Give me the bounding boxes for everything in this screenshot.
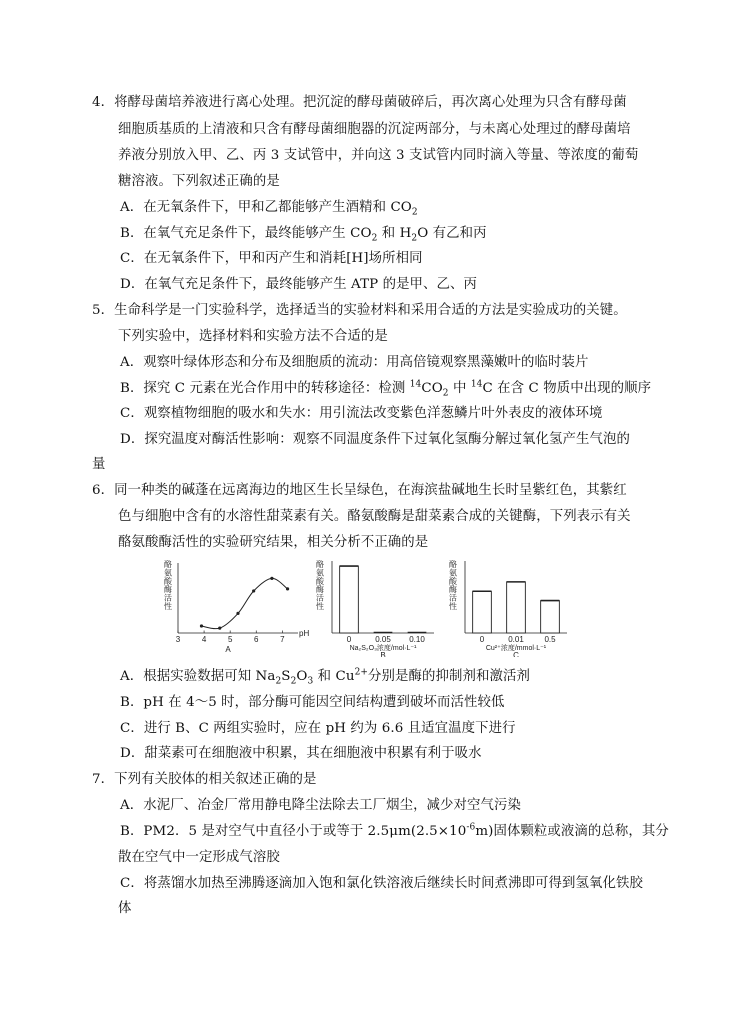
q6-option-a: A．根据实验数据可知 $Na_2S_2O_3$ 和 $Cu^{2+}$分别是酶的抑制剂和激活剂 (120, 667, 530, 687)
chart-a-tick-label: 6 (254, 635, 259, 644)
q6-option-d: D．甜菜素可在细胞液中积累，其在细胞液中积累有利于吸水 (120, 746, 482, 761)
chart-a-point (286, 587, 289, 590)
q6-line-2: 色与细胞中含有的水溶性甜菜素有关。酪氨酸酶是甜菜素合成的关键酶，下列表示有关 (118, 509, 631, 524)
chart-a-tick-label: 5 (227, 635, 233, 644)
chart-c-xlabel: Cu²⁺浓度/mmol·L⁻¹ (485, 645, 547, 652)
q7-option-c-cont: 体 (118, 901, 132, 916)
q5-option-b: B．探究 C 元素在光合作用中的转移途径：检测 $^{14}CO_2$ 中 $^{14}$C 在含 C 物质中出现的顺序 (120, 379, 652, 399)
chart-c-panel-label: C (513, 651, 519, 657)
chart-b-xlabel: Na₂S₂O₃浓度/mol·L⁻¹ (349, 645, 417, 652)
q4-line-4: 糖溶液。下列叙述正确的是 (118, 174, 280, 189)
q5-line-2: 下列实验中，选择材料和实验方法不合适的是 (118, 329, 388, 344)
chart-c-bar (507, 582, 526, 633)
chart-a-tick-label: 4 (201, 635, 207, 644)
q5-option-c: C．观察植物细胞的吸水和失水：用引流法改变紫色洋葱鳞片叶外表皮的液体环境 (120, 406, 603, 421)
q7-option-c: C．将蒸馏水加热至沸腾逐滴加入饱和氯化铁溶液后继续长时间煮沸即可得到氢氧化铁胶 (120, 876, 643, 891)
chart-c-ylabel: 酪氨酸酶活性 (449, 560, 457, 611)
chart-a (160, 557, 310, 661)
chart-a-tick-label: 3 (175, 635, 181, 644)
chart-a-point (270, 577, 273, 580)
chart-b-tick-label: 0.10 (409, 635, 425, 644)
chart-c-tick-label: 0.01 (508, 635, 524, 644)
chart-c-bar (541, 601, 560, 633)
chart-b-panel-label: B (380, 651, 386, 657)
q7-line-1: 7．下列有关胶体的相关叙述正确的是 (92, 772, 317, 787)
chart-b-svg (312, 557, 442, 657)
q4-option-a: A．在无氧条件下，甲和乙都能够产生酒精和 $CO_2$ (120, 200, 418, 218)
q4-option-d: D．在氧气充足条件下，最终能够产生 ATP 的是甲、乙、丙 (120, 277, 478, 292)
q4-line-2: 细胞质基质的上清液和只含有酵母菌细胞器的沉淀两部分，与未离心处理过的酵母菌培 (118, 122, 631, 137)
q4-line-3: 养液分别放入甲、乙、丙 3 支试管中，并向这 3 支试管内同时滴入等量、等浓度的葡萄 (118, 148, 639, 163)
chart-b-tick-label: 0.05 (375, 635, 391, 644)
q4-option-b: B．在氧气充足条件下，最终能够产生 $CO_2$ 和 $H_2O$ 有乙和丙 (120, 226, 487, 244)
chart-a-xlabel: pH (299, 629, 310, 638)
q6-option-b: B．pH 在 4～5 时，部分酶可能因空间结构遭到破坏而活性较低 (120, 695, 505, 710)
q7-option-b: B．PM2．5 是对空气中直径小于或等于 $2.5\mu m(2.5\times 10^{-6}m)$固体颗粒或液滴的总称，其分 (120, 822, 669, 839)
chart-a-series-line (201, 578, 287, 628)
chart-a-point (218, 627, 221, 630)
q5-option-a: A．观察叶绿体形态和分布及细胞质的流动：用高倍镜观察黑藻嫩叶的临时装片 (120, 355, 589, 370)
chart-c-tick-label: 0.5 (544, 635, 556, 644)
chart-a-point (200, 624, 203, 627)
chart-c (445, 557, 575, 661)
q6-line-1: 6．同一种类的碱蓬在远离海边的地区生长呈绿色，在海滨盐碱地生长时呈紫红色，其紫红 (92, 483, 627, 498)
chart-a-point (236, 612, 239, 615)
q6-option-c: C．进行 B、C 两组实验时，应在 pH 约为 6.6 且适宜温度下进行 (120, 721, 516, 736)
q4-line-1: 4．将酵母菌培养液进行离心处理。把沉淀的酵母菌破碎后，再次离心处理为只含有酵母菌 (92, 95, 627, 110)
q6-line-3: 酪氨酸酶活性的实验研究结果，相关分析不正确的是 (118, 535, 429, 550)
q7-option-b-cont: 散在空气中一定形成气溶胶 (118, 850, 280, 865)
chart-c-tick-label: 0 (479, 635, 485, 644)
chart-a-ylabel: 酪氨酸酶活性 (164, 560, 172, 611)
chart-b-tick-label: 0 (346, 635, 352, 644)
q5-option-d-cont: 量 (92, 457, 106, 472)
chart-c-bar (473, 591, 492, 633)
q7-option-a: A．水泥厂、冶金厂常用静电降尘法除去工厂烟尘，减少对空气污染 (120, 798, 521, 813)
chart-a-point (252, 589, 255, 592)
q5-line-1: 5．生命科学是一门实验科学，选择适当的实验材料和采用合适的方法是实验成功的关键。 (92, 303, 627, 318)
chart-b-ylabel: 酪氨酸酶活性 (316, 560, 324, 611)
chart-a-tick-label: 7 (280, 635, 285, 644)
chart-a-panel-label: A (225, 645, 231, 654)
chart-a-svg (160, 557, 310, 657)
chart-c-svg (445, 557, 575, 657)
q5-option-d: D．探究温度对酶活性影响：观察不同温度条件下过氧化氢酶分解过氧化氢产生气泡的 (120, 432, 630, 447)
chart-b-bar (340, 566, 359, 633)
q4-option-c: C．在无氧条件下，甲和丙产生和消耗[H]场所相同 (120, 251, 423, 266)
chart-b (312, 557, 442, 661)
